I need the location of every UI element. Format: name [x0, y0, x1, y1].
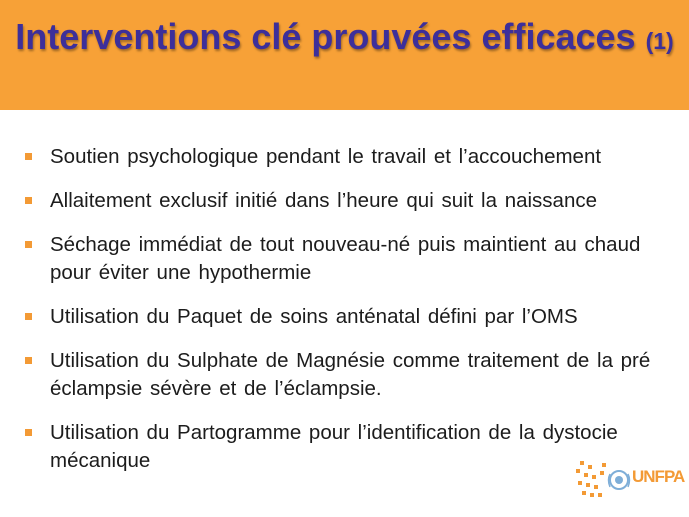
dotted-fan-icon — [574, 459, 632, 501]
square-bullet-icon — [25, 357, 32, 364]
bullet-item — [0, 303, 689, 331]
slide-title — [0, 16, 689, 62]
bullet-text: Séchage immédiat de tout nouveau-né puis maintient au chaud pour éviter une hypothermie — [50, 233, 641, 284]
bullet-text: Utilisation du Sulphate de Magnésie comme traitement de la pré éclampsie sévère et de l’éclampsie. — [50, 349, 651, 400]
bullet-item — [0, 187, 689, 215]
slide-title-number: (1) — [645, 28, 674, 54]
bullet-item — [0, 143, 689, 171]
un-emblem-icon — [609, 471, 630, 489]
square-bullet-icon — [25, 197, 32, 204]
bullet-text: Soutien psychologique pendant le travail et l’accouchement — [50, 145, 602, 168]
square-bullet-icon — [25, 313, 32, 320]
bullet-text: Allaitement exclusif initié dans l’heure qui suit la naissance — [50, 189, 598, 212]
slide-title-text: Interventions clé prouvées efficaces — [15, 16, 636, 57]
unfpa-logo — [574, 459, 685, 501]
logo-text: UNFPA — [632, 467, 685, 486]
bullet-text: Utilisation du Paquet de soins anténatal défini par l’OMS — [50, 305, 578, 328]
square-bullet-icon — [25, 429, 32, 436]
title-banner — [0, 0, 689, 110]
bullet-list — [0, 143, 689, 491]
square-bullet-icon — [25, 153, 32, 160]
square-bullet-icon — [25, 241, 32, 248]
bullet-item — [0, 231, 689, 287]
bullet-text: Utilisation du Partogramme pour l’identification de la dystocie mécanique — [50, 421, 618, 472]
bullet-item — [0, 347, 689, 403]
